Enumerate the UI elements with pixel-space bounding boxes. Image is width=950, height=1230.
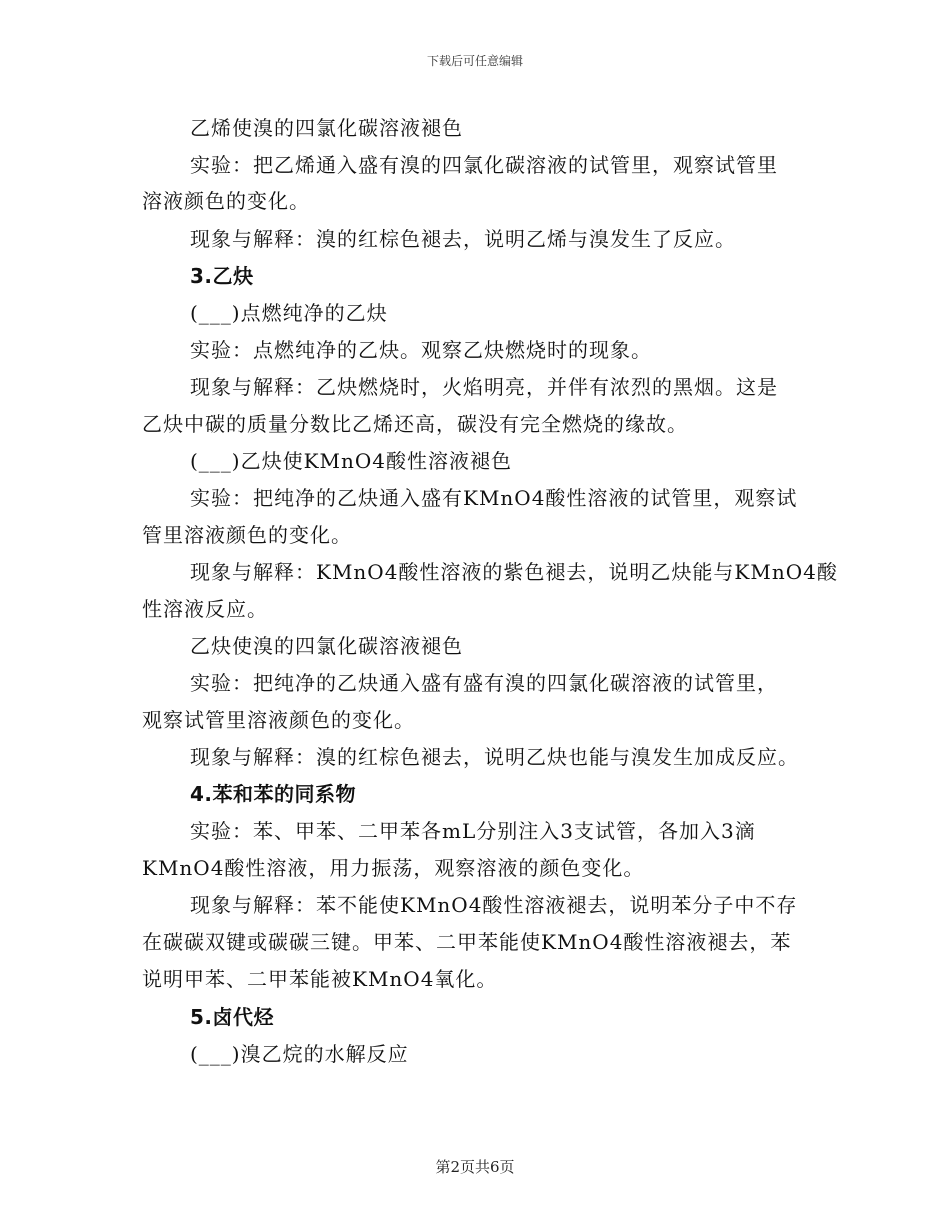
subheading-line: (___)乙炔使KMnO4酸性溶液褪色 bbox=[190, 449, 513, 473]
paragraph-line: 在碳碳双键或碳碳三键。甲苯、二甲苯能使KMnO4酸性溶液褪去，苯 bbox=[142, 930, 792, 954]
paragraph-line: 实验：苯、甲苯、二甲苯各mL分别注入3支试管，各加入3滴 bbox=[190, 819, 756, 843]
subheading-line: 乙炔使溴的四氯化碳溶液褪色 bbox=[190, 634, 463, 658]
paragraph-line: 溶液颜色的变化。 bbox=[142, 189, 310, 213]
paragraph-line: 管里溶液颜色的变化。 bbox=[142, 523, 352, 547]
paragraph-line: 实验：把纯净的乙炔通入盛有盛有溴的四氯化碳溶液的试管里， bbox=[190, 671, 778, 695]
paragraph-line: 实验：把纯净的乙炔通入盛有KMnO4酸性溶液的试管里，观察试 bbox=[190, 486, 798, 510]
section-heading: 5.卤代烃 bbox=[190, 1005, 275, 1029]
paragraph-line: 乙烯使溴的四氯化碳溶液褪色 bbox=[190, 116, 463, 140]
section-heading: 4.苯和苯的同系物 bbox=[190, 782, 357, 806]
paragraph-line: 乙炔中碳的质量分数比乙烯还高，碳没有完全燃烧的缘故。 bbox=[142, 412, 688, 436]
paragraph-line: 现象与解释：溴的红棕色褪去，说明乙烯与溴发生了反应。 bbox=[190, 227, 736, 251]
paragraph-line: 现象与解释：乙炔燃烧时，火焰明亮，并伴有浓烈的黑烟。这是 bbox=[190, 375, 778, 399]
paragraph-line: 现象与解释：溴的红棕色褪去，说明乙炔也能与溴发生加成反应。 bbox=[190, 745, 799, 769]
page-footer: 第2页共6页 bbox=[435, 1158, 515, 1176]
page-header: 下载后可任意编辑 bbox=[426, 54, 523, 68]
paragraph-line: 实验：把乙烯通入盛有溴的四氯化碳溶液的试管里，观察试管里 bbox=[190, 153, 778, 177]
paragraph-line: 现象与解释：苯不能使KMnO4酸性溶液褪去，说明苯分子中不存 bbox=[190, 893, 798, 917]
paragraph-line: 性溶液反应。 bbox=[142, 597, 268, 621]
paragraph-line: 观察试管里溶液颜色的变化。 bbox=[142, 708, 415, 732]
subheading-line: (___)点燃纯净的乙炔 bbox=[190, 301, 388, 325]
paragraph-line: 说明甲苯、二甲苯能被KMnO4氧化。 bbox=[142, 967, 498, 991]
section-heading: 3.乙炔 bbox=[190, 264, 254, 288]
paragraph-line: KMnO4酸性溶液，用力振荡，观察溶液的颜色变化。 bbox=[142, 856, 645, 880]
subheading-line: (___)溴乙烷的水解反应 bbox=[190, 1042, 409, 1066]
paragraph-line: 现象与解释：KMnO4酸性溶液的紫色褪去，说明乙炔能与KMnO4酸 bbox=[190, 560, 838, 584]
paragraph-line: 实验：点燃纯净的乙炔。观察乙炔燃烧时的现象。 bbox=[190, 338, 652, 362]
